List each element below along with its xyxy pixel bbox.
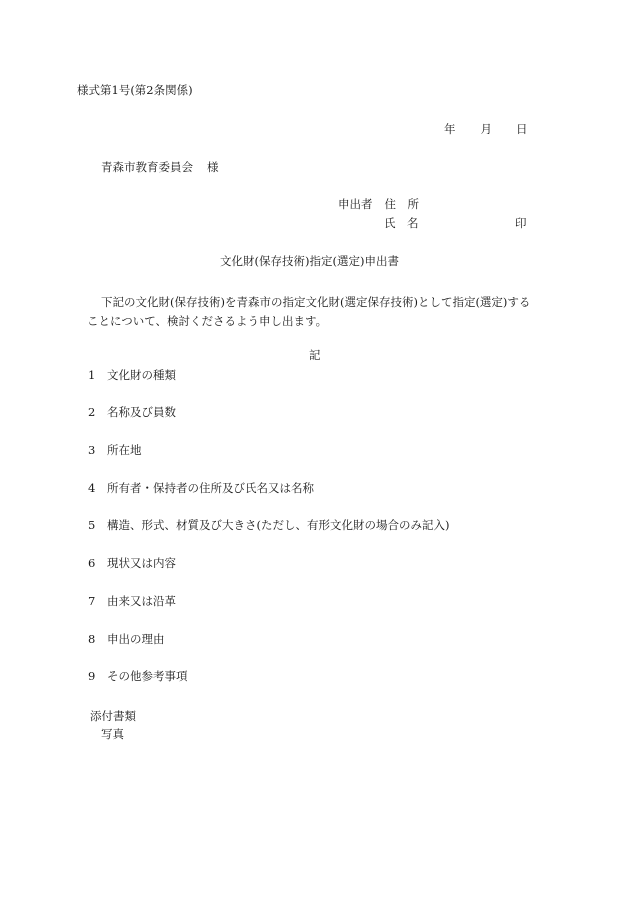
addressee-name: 青森市教育委員会 bbox=[101, 160, 193, 174]
list-item bbox=[88, 671, 188, 683]
item-number: 1 bbox=[88, 368, 96, 382]
date-line bbox=[444, 124, 528, 136]
item-number: 2 bbox=[88, 405, 96, 419]
applicant-address-label: 住 所 bbox=[384, 197, 419, 211]
applicant-address-row bbox=[338, 199, 419, 211]
item-label: 所在地 bbox=[107, 443, 142, 457]
list-item bbox=[88, 634, 165, 646]
item-label: 名称及び員数 bbox=[107, 405, 176, 419]
date-year: 年 bbox=[444, 122, 456, 136]
list-item bbox=[88, 445, 142, 457]
form-number-label: 様式第1号(第2条関係) bbox=[77, 83, 193, 97]
body-text bbox=[87, 293, 557, 331]
item-label: 申出の理由 bbox=[107, 632, 165, 646]
addressee bbox=[101, 162, 219, 174]
item-number: 6 bbox=[88, 556, 96, 570]
item-number: 9 bbox=[88, 669, 96, 683]
item-label: 構造、形式、材質及び大きさ(ただし、有形文化財の場合のみ記入) bbox=[107, 518, 450, 532]
attachment-item: 写真 bbox=[101, 727, 124, 741]
item-number: 4 bbox=[88, 481, 96, 495]
list-item bbox=[88, 596, 176, 608]
item-number: 5 bbox=[88, 518, 96, 532]
item-label: 所有者・保持者の住所及び氏名又は名称 bbox=[107, 481, 314, 495]
addressee-honorific: 様 bbox=[207, 160, 219, 174]
document-title: 文化財(保存技術)指定(選定)申出書 bbox=[220, 254, 399, 268]
list-item bbox=[88, 483, 314, 495]
item-number: 7 bbox=[88, 594, 96, 608]
seal-mark: 印 bbox=[515, 216, 527, 230]
date-day: 日 bbox=[516, 122, 528, 136]
item-label: 由来又は沿革 bbox=[107, 594, 176, 608]
item-number: 3 bbox=[88, 443, 96, 457]
applicant-name-label: 氏 名 bbox=[384, 216, 419, 230]
ki-heading: 記 bbox=[309, 348, 321, 362]
list-item bbox=[88, 370, 176, 382]
date-month: 月 bbox=[480, 122, 492, 136]
applicant-role-label: 申出者 bbox=[338, 197, 373, 211]
applicant-name-row bbox=[384, 216, 527, 230]
item-label: その他参考事項 bbox=[107, 669, 188, 683]
item-number: 8 bbox=[88, 632, 96, 646]
list-item bbox=[88, 520, 449, 532]
item-label: 現状又は内容 bbox=[107, 556, 176, 570]
body-line-1: 下記の文化財(保存技術)を青森市の指定文化財(選定保存技術)として指定(選定)する bbox=[101, 295, 531, 309]
attachments-heading: 添付書類 bbox=[90, 709, 136, 723]
list-item bbox=[88, 407, 176, 419]
list-item bbox=[88, 558, 176, 570]
body-line-2: ことについて、検討くださるよう申し出ます。 bbox=[87, 314, 328, 328]
item-label: 文化財の種類 bbox=[107, 368, 176, 382]
